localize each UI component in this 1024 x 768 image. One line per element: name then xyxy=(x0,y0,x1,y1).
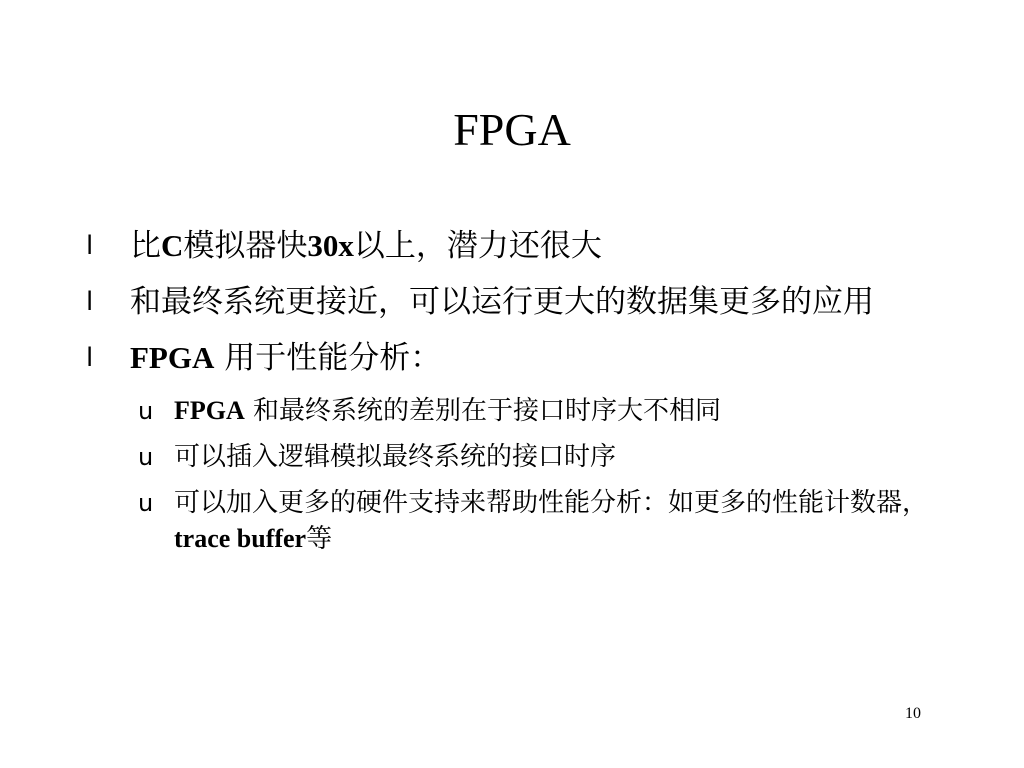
bullet-marker: l xyxy=(86,343,94,373)
sub-bullet-marker: u xyxy=(138,489,154,517)
sub-bullet-text: 可以插入逻辑模拟最终系统的接口时序 xyxy=(174,442,617,472)
sub-bullet-text: FPGA 和最终系统的差别在于接口时序大不相同 xyxy=(174,396,722,426)
bullet-list xyxy=(86,225,946,567)
bullet-item xyxy=(86,281,946,323)
bullet-text: FPGA 用于性能分析： xyxy=(130,340,442,376)
sub-bullet-list xyxy=(86,393,946,557)
bullet-item xyxy=(86,337,946,379)
bullet-marker: l xyxy=(86,231,94,261)
sub-bullet-group xyxy=(86,393,946,557)
bullet-text: 比C模拟器快30x以上，潜力还很大 xyxy=(130,228,602,264)
bullet-item xyxy=(86,225,946,267)
bullet-text: 和最终系统更接近，可以运行更大的数据集更多的应用 xyxy=(130,284,874,320)
page-number: 10 xyxy=(905,705,921,722)
sub-bullet-item xyxy=(86,393,946,429)
sub-bullet-text: 可以加入更多的硬件支持来帮助性能分析：如更多的性能计数器，trace buffer等 xyxy=(174,488,929,554)
sub-bullet-marker: u xyxy=(138,397,154,425)
bullet-marker: l xyxy=(86,287,94,317)
sub-bullet-item xyxy=(86,439,946,475)
sub-bullet-marker: u xyxy=(138,443,154,471)
sub-bullet-item xyxy=(86,485,946,557)
slide-title: FPGA xyxy=(453,104,571,155)
